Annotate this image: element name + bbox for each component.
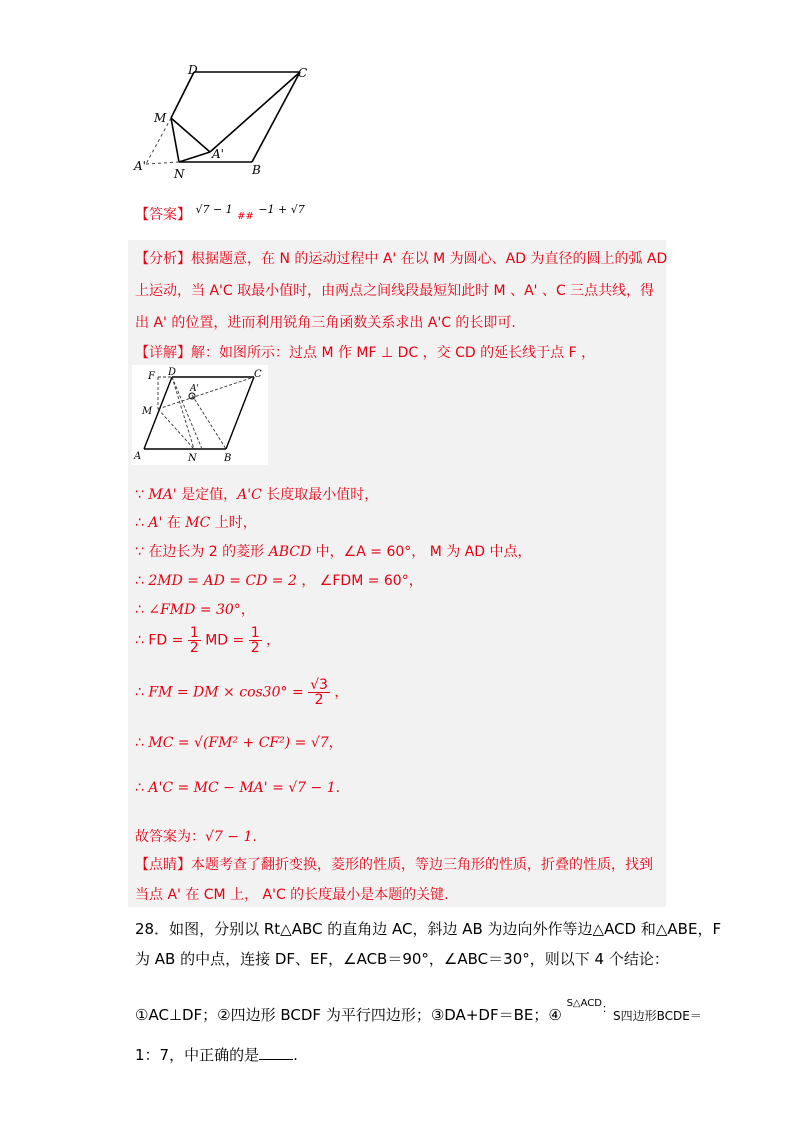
answer-sep: ## <box>237 211 254 222</box>
fig2-label-M: M <box>142 406 153 417</box>
fig2-label-F: F <box>148 371 155 382</box>
comment-line-1 <box>135 854 653 874</box>
step-2-math-2: MC <box>185 515 211 531</box>
question-conclusions: ①AC⊥DF；②四边形 BCDF 为平行四边形；③DA+DF＝BE；④ <box>135 1006 562 1024</box>
question-line-2: 为 AB 的中点，连接 DF、EF，∠ACB＝90°，∠ABC＝30°，则以下 4 个结论： <box>135 950 669 968</box>
step-mc-post: ， <box>328 735 343 751</box>
step-fd-den-1: 2 <box>189 640 199 656</box>
step-4-symbol: ∴ <box>135 573 149 589</box>
step-3-math: ABCD <box>268 544 312 560</box>
final-answer-math: √7 − 1 <box>205 829 253 845</box>
analysis-text-1: 根据题意，在 N 的运动过程中 A' 在以 M 为圆心、AD 为直径的圆上的弧 AD <box>191 251 668 267</box>
question-ratio-colon: ： <box>601 1002 613 1015</box>
detail-tag: 【详解】 <box>135 345 191 361</box>
comment-text-1: 本题考查了翻折变换，菱形的性质，等边三角形的性质，折叠的性质，找到 <box>191 857 653 873</box>
step-1 <box>135 484 378 504</box>
step-2-text-2: 上时， <box>210 515 257 531</box>
step-mc-math: MC = √(FM² + CF²) = √7 <box>148 735 329 751</box>
step-mc-pre: ∴ <box>135 735 149 751</box>
answer-expr-2: −1 + √7 <box>258 203 305 216</box>
step-fd-pre: ∴ FD = <box>135 632 188 649</box>
step-3 <box>135 541 532 561</box>
step-fm-pre: ∴ <box>135 684 149 701</box>
step-1-math-2: A'C <box>237 487 262 503</box>
step-1-math: MA' <box>148 487 177 503</box>
step-fd-post: ， <box>266 632 281 649</box>
figure-rhombus-construction <box>132 365 268 465</box>
step-fm-post: ， <box>334 684 349 701</box>
step-5-math: ∠FMD = 30° <box>148 602 241 618</box>
fig2-label-A-prime: A' <box>190 384 199 394</box>
answer-tag: 【答案】 <box>135 207 191 223</box>
analysis-line-1 <box>135 248 667 268</box>
question-area-bcde: S四边形BCDE＝ <box>612 1009 702 1023</box>
step-3-text-2: 中，∠A = 60°， M 为 AD 中点， <box>311 544 532 560</box>
question-prompt: 1：7，中正确的是 <box>135 1046 260 1064</box>
analysis-tag: 【分析】 <box>135 251 191 267</box>
step-fd-mid: MD = <box>205 632 249 649</box>
step-fd <box>135 626 280 655</box>
step-fm-den: 2 <box>314 692 324 708</box>
step-ac <box>135 780 340 796</box>
question-line-1: 28．如图，分别以 Rt△ABC 的直角边 AC，斜边 AB 为边向外作等边△ACD 和△ABE，F <box>135 920 722 938</box>
fig1-label-D: D <box>188 63 198 77</box>
answer-expr-1: √7 − 1 <box>195 203 233 216</box>
comment-line-2: 当点 A' 在 CM 上， A'C 的长度最小是本题的关键. <box>135 887 449 903</box>
step-ac-math: A'C = MC − MA' = √7 − 1 <box>148 780 336 796</box>
step-1-text-2: 长度取最小值时， <box>261 487 379 503</box>
step-3-text: 在边长为 2 的菱形 <box>148 544 269 560</box>
final-answer-post: . <box>252 829 257 845</box>
fig2-label-A: A <box>134 451 142 462</box>
step-1-text: 是定值， <box>176 487 238 503</box>
fig1-label-M: M <box>154 111 167 125</box>
fig1-label-A: A' <box>134 159 146 173</box>
detail-line-1 <box>135 342 595 362</box>
fig1-label-C: C <box>298 66 308 80</box>
step-fm-num: √3 <box>310 677 328 693</box>
step-2-math: A' <box>148 515 163 531</box>
fig1-label-A-prime: A' <box>212 147 224 161</box>
question-end: . <box>293 1046 298 1064</box>
final-answer <box>135 826 257 846</box>
final-answer-text: 故答案为： <box>135 829 205 845</box>
question-line-4 <box>135 1044 298 1065</box>
step-5 <box>135 599 255 619</box>
answer-blank[interactable] <box>259 1047 293 1060</box>
step-fm <box>135 678 348 707</box>
question-line-3 <box>135 998 702 1025</box>
fig2-label-C: C <box>254 369 262 380</box>
step-mc <box>135 732 343 752</box>
step-fd-num-2: 1 <box>250 625 260 641</box>
step-2 <box>135 512 257 532</box>
step-ac-pre: ∴ <box>135 780 149 796</box>
fig1-label-N: N <box>174 167 185 181</box>
fig1-label-B: B <box>252 163 261 177</box>
step-5-text: ， <box>240 602 255 618</box>
step-fd-den-2: 2 <box>250 640 260 656</box>
step-2-symbol: ∴ <box>135 515 149 531</box>
step-5-symbol: ∴ <box>135 602 149 618</box>
analysis-line-2: 上运动，当 A'C 取最小值时，由两点之间线段最短知此时 M 、A' 、C 三点共线，得 <box>135 283 655 299</box>
step-fm-math: FM = DM × cos30° = <box>148 684 309 701</box>
step-4-text: ， ∠FDM = 60°， <box>296 573 423 589</box>
step-3-symbol: ∵ <box>135 544 149 560</box>
step-ac-post: . <box>335 780 341 796</box>
question-area-acd: S△ACD <box>566 998 602 1009</box>
answer-line <box>135 203 305 224</box>
step-4 <box>135 570 423 590</box>
comment-tag: 【点睛】 <box>135 857 191 873</box>
step-1-symbol: ∵ <box>135 487 149 503</box>
fig2-label-D: D <box>168 367 177 378</box>
step-fd-num-1: 1 <box>189 625 199 641</box>
step-2-text: 在 <box>162 515 186 531</box>
analysis-line-3: 出 A' 的位置，进而利用锐角三角函数关系求出 A'C 的长即可. <box>135 315 516 331</box>
step-4-math: 2MD = AD = CD = 2 <box>148 573 297 589</box>
figure-rhombus-fold <box>130 62 330 182</box>
fig2-label-N: N <box>188 453 197 464</box>
fig2-label-B: B <box>224 453 232 464</box>
detail-text-1: 解：如图所示：过点 M 作 MF ⊥ DC ，交 CD 的延长线于点 F ， <box>191 345 596 361</box>
